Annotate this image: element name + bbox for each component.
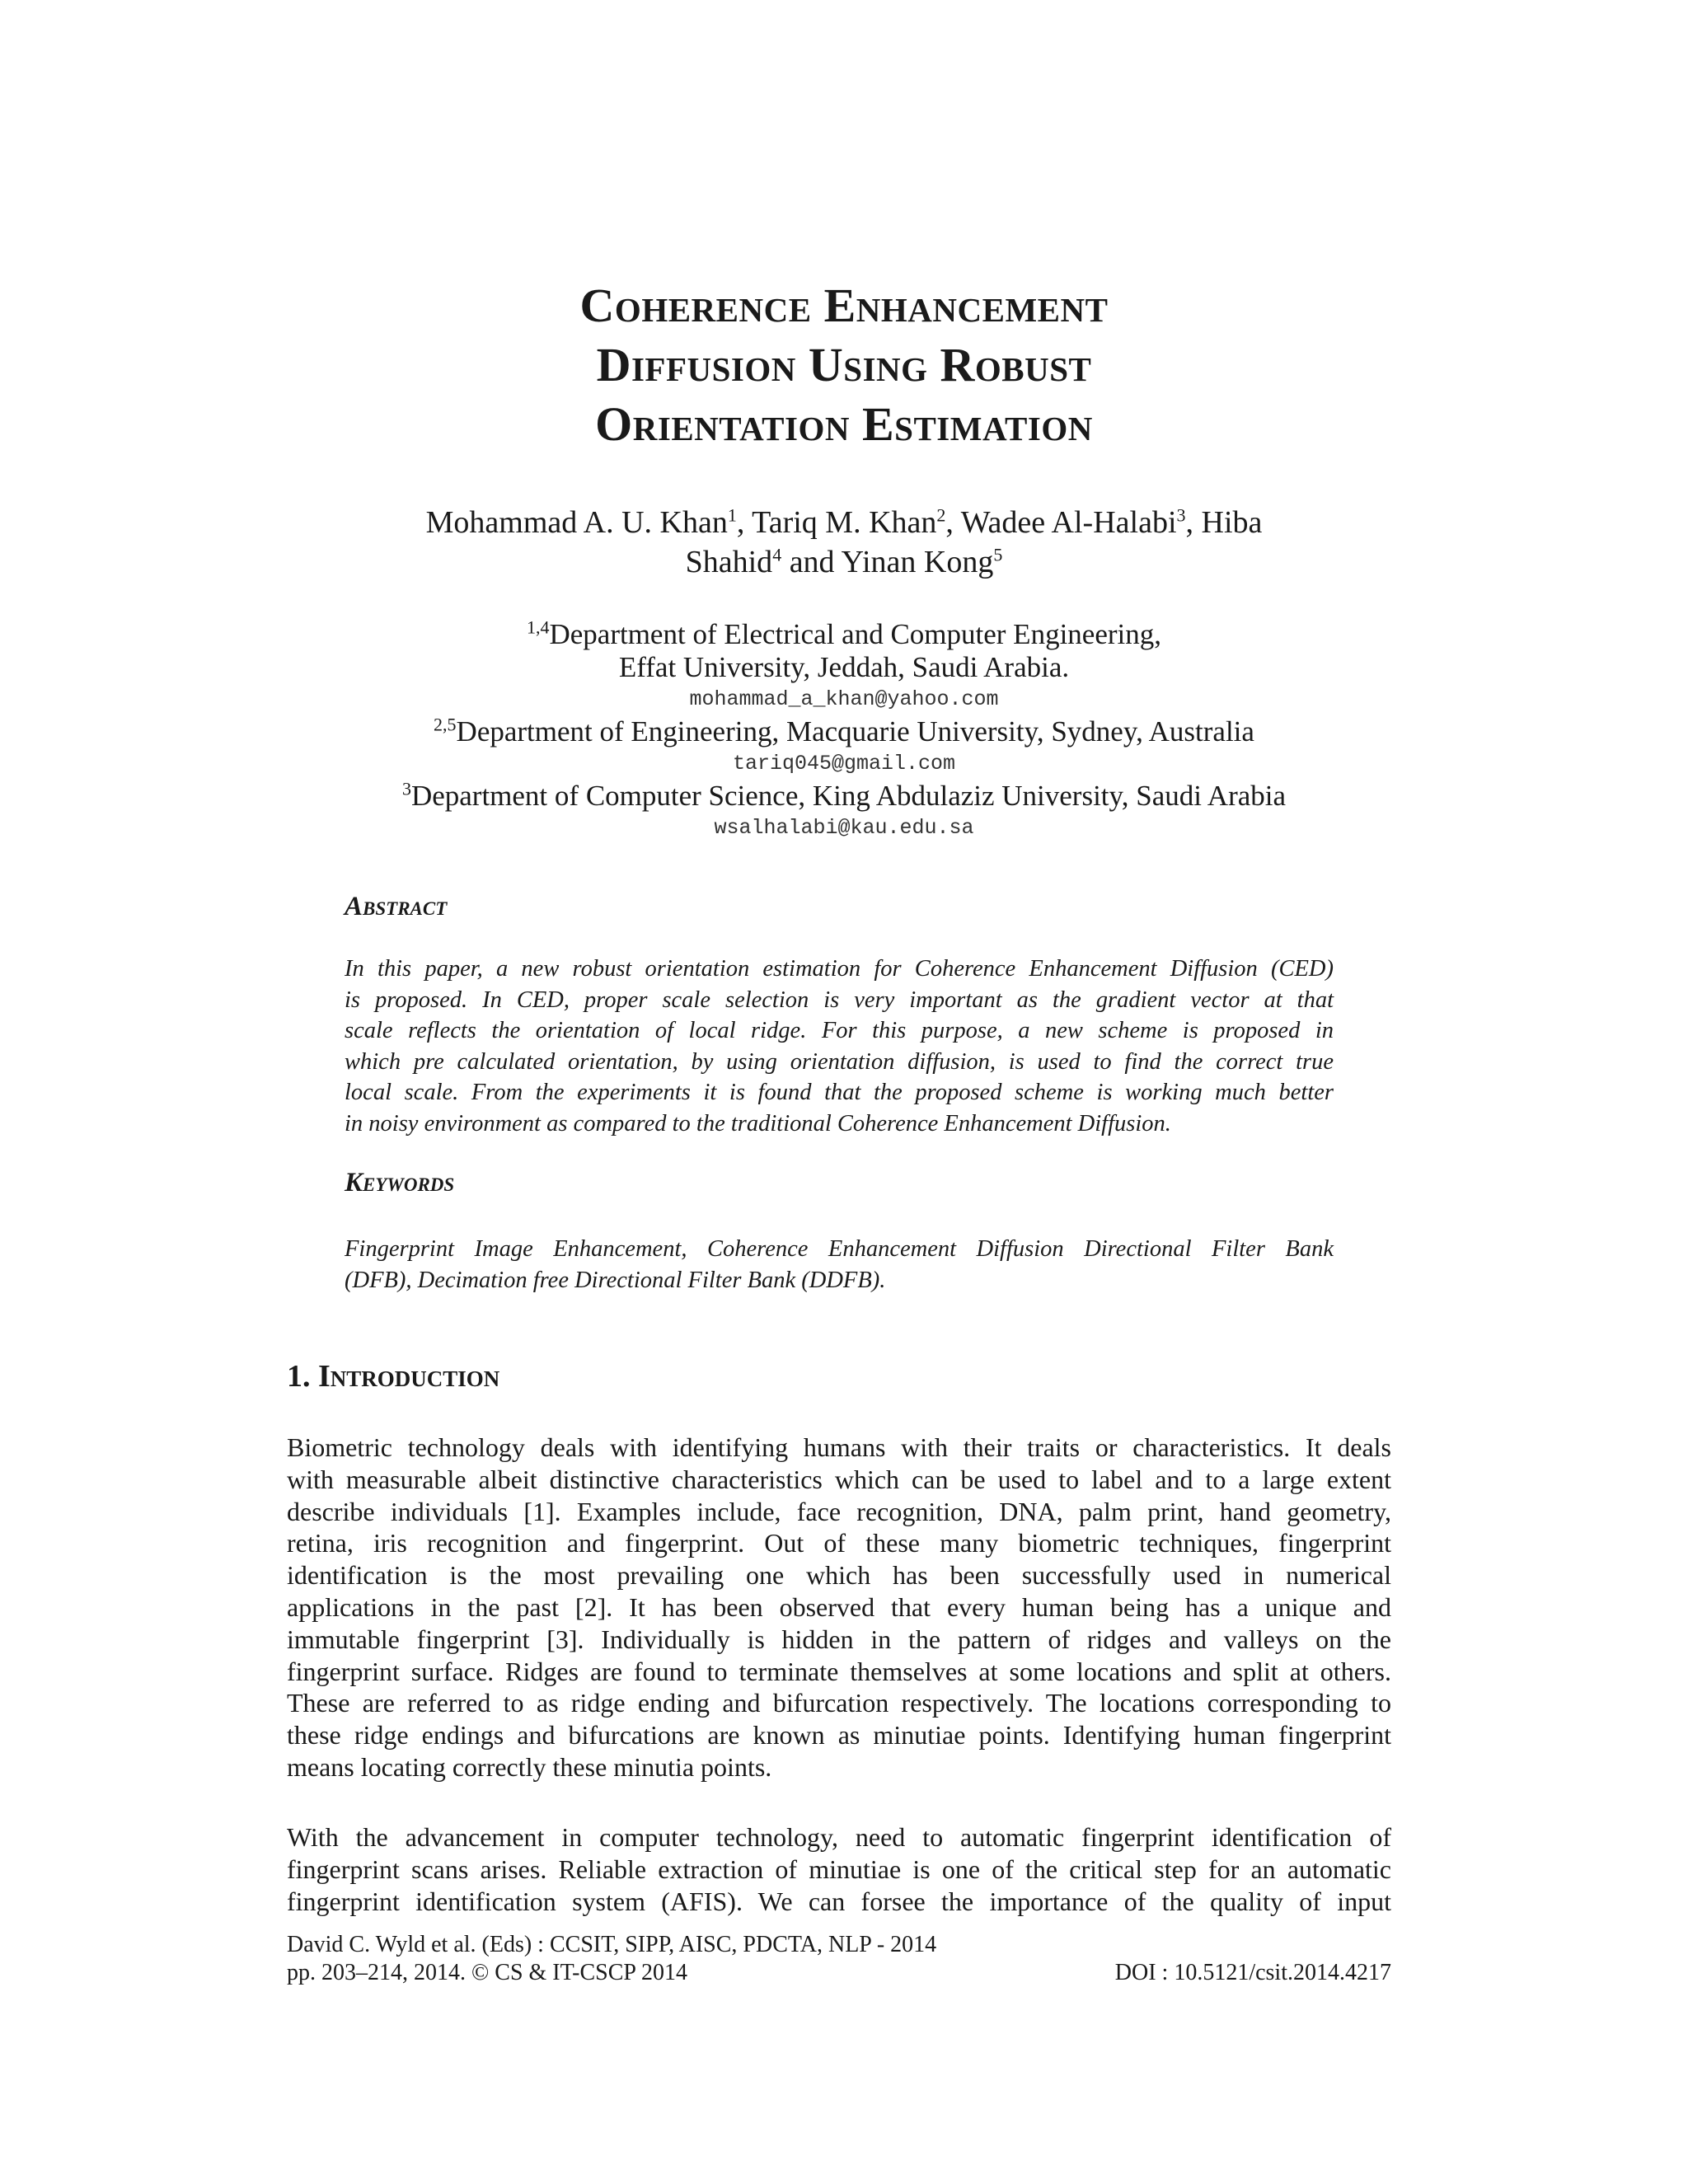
author-line-1: Mohammad A. U. Khan$^1$, Tariq M. Khan$^2$, Wadee Al-Halabi$^3$, Hiba xyxy=(425,504,1263,540)
author-superscript: 2 xyxy=(936,504,946,526)
author-superscript: 4 xyxy=(772,544,782,565)
email-address: mohammad_a_khan@yahoo.com xyxy=(689,687,999,711)
keywords-heading: Keywords xyxy=(345,1168,455,1197)
section-heading-introduction: 1. Introduction xyxy=(287,1359,500,1394)
paragraph-line: retina, iris recognition and fingerprint. Out of these many biometric techniques, fingerprint xyxy=(287,1528,1391,1558)
paragraph-line: with measurable albeit distinctive characteristics which can be used to label and to a large extent xyxy=(287,1464,1391,1494)
affiliation-line xyxy=(247,780,1441,813)
abstract-line: local scale. From the experiments it is found that the proposed scheme is working much better xyxy=(345,1080,1334,1105)
paragraph-line: Biometric technology deals with identifying humans with their traits or characteristics. It deals xyxy=(287,1432,1391,1462)
footer-doi: DOI : 10.5121/csit.2014.4217 xyxy=(1114,1960,1391,1985)
paragraph-line: applications in the past [2]. It has been observed that every human being has a unique and xyxy=(287,1591,1391,1622)
title-line-1: Coherence Enhancement xyxy=(579,279,1109,332)
footer-row xyxy=(287,1959,1391,1987)
abstract-line: In this paper, a new robust orientation estimation for Coherence Enhancement Diffusion (CED) xyxy=(345,956,1334,982)
abstract-line: is proposed. In CED, proper scale selection is very important as the gradient vector at that xyxy=(345,987,1334,1013)
affiliation-superscript: 1,4 xyxy=(526,616,550,638)
affiliation-superscript: 2,5 xyxy=(434,714,457,735)
title-line-3: Orientation Estimation xyxy=(595,397,1093,451)
keywords-text xyxy=(345,1234,1334,1296)
affiliations xyxy=(247,618,1441,844)
author-name: Hiba xyxy=(1201,505,1263,540)
author-name: Yinan Kong xyxy=(841,545,994,579)
author-superscript: 3 xyxy=(1176,504,1186,526)
author-line-2 xyxy=(247,542,1441,582)
paragraph-line: fingerprint scans arises. Reliable extraction of minutiae is one of the critical step for an automatic xyxy=(287,1854,1391,1884)
paragraph-line: These are referred to as ridge ending and bifurcation respectively. The locations corresponding to xyxy=(287,1688,1391,1718)
paragraph-line: these ridge endings and bifurcations are known as minutiae points. Identifying human fingerprint xyxy=(287,1720,1391,1750)
paragraph-line: immutable fingerprint [3]. Individually is hidden in the pattern of ridges and valleys on the xyxy=(287,1624,1391,1654)
abstract-line: in noisy environment as compared to the traditional Coherence Enhancement Diffusion. xyxy=(345,1110,1171,1137)
affiliation-text: Department of Electrical and Computer Engineering, xyxy=(549,618,1161,650)
author-superscript: 1 xyxy=(727,504,737,526)
email-address: tariq045@gmail.com xyxy=(732,752,956,776)
affiliation-line xyxy=(247,715,1441,748)
author-name: Shahid xyxy=(685,545,773,579)
author-conjunction: and xyxy=(789,545,835,579)
paper-title xyxy=(288,276,1400,454)
paragraph-line: means locating correctly these minutia points. xyxy=(287,1751,772,1782)
keywords-line: (DFB), Decimation free Directional Filter Bank (DDFB). xyxy=(345,1267,886,1293)
affiliation-superscript: 3 xyxy=(401,778,411,799)
body-paragraph-1 xyxy=(287,1432,1391,1783)
paragraph-line: fingerprint surface. Ridges are found to terminate themselves at some locations and split at others. xyxy=(287,1656,1391,1686)
email-address: wsalhalabi@kau.edu.sa xyxy=(714,816,974,840)
abstract-line: which pre calculated orientation, by using orientation diffusion, is used to find the correct true xyxy=(345,1048,1334,1075)
keywords-line: Fingerprint Image Enhancement, Coherence Enhancement Diffusion Directional Filter Bank xyxy=(345,1236,1334,1262)
paragraph-line: fingerprint identification system (AFIS). We can forsee the importance of the quality of input xyxy=(287,1886,1391,1916)
abstract-heading: Abstract xyxy=(345,892,448,921)
footer-row xyxy=(287,1931,1391,1959)
abstract-line: scale reflects the orientation of local ridge. For this purpose, a new scheme is proposed in xyxy=(345,1018,1334,1043)
footer-pages-copyright: pp. 203–214, 2014. © CS & IT-CSCP 2014 xyxy=(287,1960,687,1985)
author-name: Wadee Al-Halabi xyxy=(960,505,1177,540)
author-list xyxy=(247,503,1441,582)
paragraph-line: With the advancement in computer technology, need to automatic fingerprint identification of xyxy=(287,1822,1391,1852)
affiliation-line: Effat University, Jeddah, Saudi Arabia. xyxy=(618,651,1070,683)
affiliation-line xyxy=(247,618,1441,651)
title-line-2: Diffusion Using Robust xyxy=(596,338,1092,391)
footer-proceedings: David C. Wyld et al. (Eds) : CCSIT, SIPP, AISC, PDCTA, NLP - 2014 xyxy=(287,1932,937,1957)
paragraph-line: identification is the most prevailing one which has been successfully used in numerical xyxy=(287,1560,1391,1591)
author-name: Mohammad A. U. Khan xyxy=(425,505,728,540)
author-name: Tariq M. Khan xyxy=(752,505,937,540)
paragraph-line: describe individuals [1]. Examples include, face recognition, DNA, palm print, hand geometry, xyxy=(287,1496,1391,1526)
affiliation-text: Department of Computer Science, King Abdulaziz University, Saudi Arabia xyxy=(410,780,1287,812)
affiliation-text: Department of Engineering, Macquarie University, Sydney, Australia xyxy=(456,715,1254,748)
body-paragraph-2 xyxy=(287,1821,1391,1917)
author-superscript: 5 xyxy=(993,544,1003,565)
page-footer xyxy=(287,1931,1391,1987)
abstract-text xyxy=(345,954,1334,1139)
